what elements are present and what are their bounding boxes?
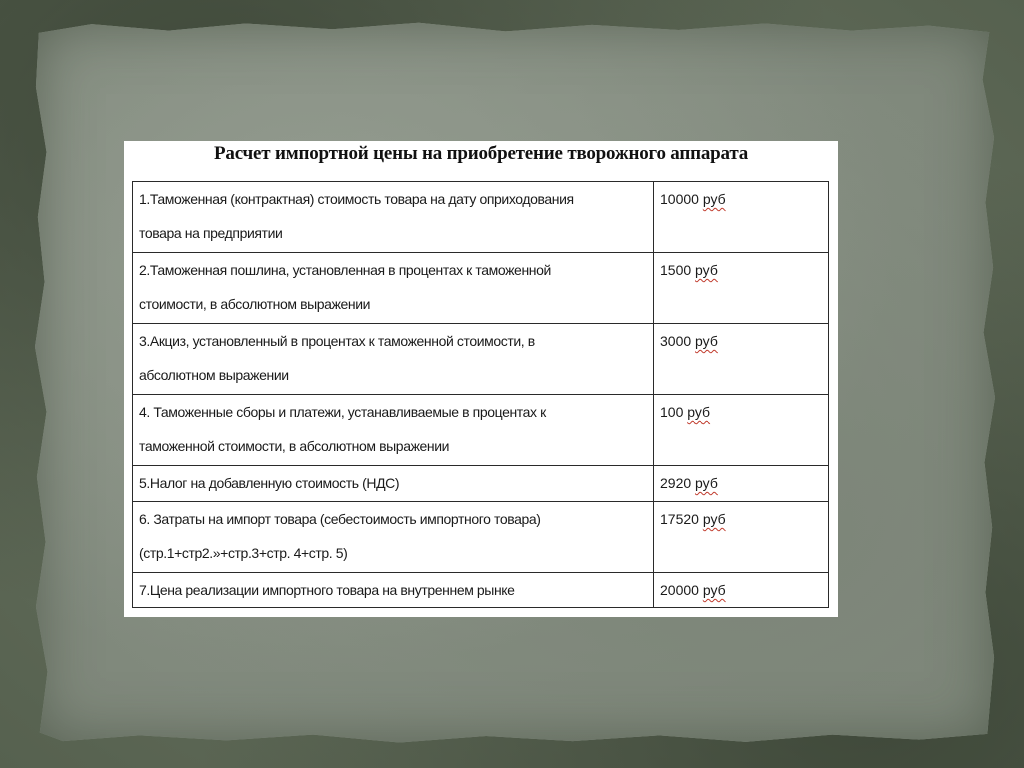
table-row [133, 182, 829, 253]
import-price-table [132, 181, 829, 608]
row-description: 2.Таможенная пошлина, установленная в процентах к таможенной стоимости, в абсолютном выражении [133, 253, 654, 324]
row-value [654, 573, 829, 608]
row-unit: руб [687, 404, 711, 420]
row-description: 1.Таможенная (контрактная) стоимость товара на дату оприходования товара на предприятии [133, 182, 654, 253]
row-description: 5.Налог на добавленную стоимость (НДС) [133, 466, 654, 502]
table-row [133, 466, 829, 502]
row-amount: 10000 [660, 191, 699, 207]
document-image [124, 141, 838, 617]
row-description: 7.Цена реализации импортного товара на внутреннем рынке [133, 573, 654, 608]
table-row [133, 573, 829, 608]
row-unit: руб [702, 191, 726, 207]
row-description: 3.Акциз, установленный в процентах к таможенной стоимости, в абсолютном выражении [133, 324, 654, 395]
row-unit: руб [695, 333, 718, 349]
row-unit: руб [702, 511, 726, 527]
row-amount: 17520 [660, 511, 699, 527]
row-value [654, 182, 829, 253]
row-amount: 3000 [660, 333, 692, 349]
row-value [654, 466, 829, 502]
table-row [133, 324, 829, 395]
row-value [654, 395, 829, 466]
row-description: 4. Таможенные сборы и платежи, устанавливаемые в процентах к таможенной стоимости, в абсолютном выражении [133, 395, 654, 466]
row-amount: 20000 [660, 582, 699, 598]
row-value [654, 502, 829, 573]
row-value [654, 253, 829, 324]
table-row [133, 395, 829, 466]
row-unit: руб [695, 475, 718, 491]
row-unit: руб [695, 262, 718, 278]
table-row [133, 502, 829, 573]
row-unit: руб [702, 582, 726, 598]
document-title: Расчет импортной цены на приобретение творожного аппарата [213, 143, 748, 164]
row-amount: 2920 [660, 475, 692, 491]
table-row [133, 253, 829, 324]
row-amount: 100 [660, 404, 684, 420]
row-amount: 1500 [660, 262, 692, 278]
row-value [654, 324, 829, 395]
row-description: 6. Затраты на импорт товара (себестоимость импортного товара) (стр.1+стр2.»+стр.3+стр. 4+стр. 5) [133, 502, 654, 573]
